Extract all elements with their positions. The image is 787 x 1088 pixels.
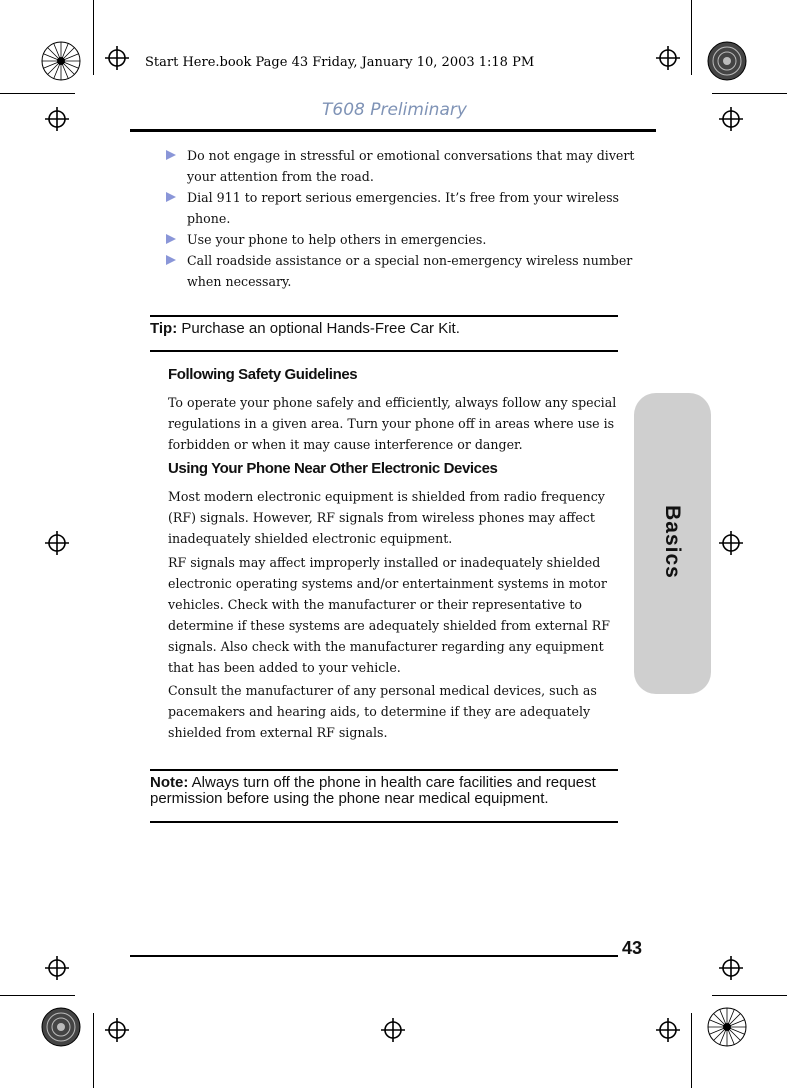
running-title: T608 Preliminary (322, 100, 467, 120)
note-text: Always turn off the phone in health care facilities and request permission before using the phone near medical equipment. (150, 774, 596, 807)
note-callout (150, 775, 630, 807)
registration-starburst-icon (707, 41, 747, 81)
registration-crosshair-icon (45, 107, 69, 131)
page-number: 43 (622, 938, 643, 958)
registration-crosshair-icon (656, 1018, 680, 1042)
list-item (166, 187, 636, 229)
list-item-text: Dial 911 to report serious emergencies. It’s free from your wireless phone. (187, 190, 619, 226)
book-info-header: Start Here.book Page 43 Friday, January 10, 2003 1:18 PM (145, 55, 535, 70)
crop-line (691, 1013, 692, 1088)
registration-crosshair-icon (45, 956, 69, 980)
registration-starburst-icon (41, 1007, 81, 1047)
registration-starburst-icon (707, 1007, 747, 1047)
registration-crosshair-icon (719, 956, 743, 980)
bullet-arrow-icon (166, 150, 176, 160)
crop-line (712, 995, 787, 996)
section-heading: Following Safety Guidelines (168, 366, 358, 383)
list-item-text: Do not engage in stressful or emotional conversations that may divert your attention from the road. (187, 148, 635, 184)
bullet-arrow-icon (166, 192, 176, 202)
registration-crosshair-icon (656, 46, 680, 70)
note-rule-top (150, 769, 618, 771)
note-label: Note: (150, 774, 189, 791)
registration-crosshair-icon (45, 531, 69, 555)
registration-crosshair-icon (105, 46, 129, 70)
list-item-text: Use your phone to help others in emergencies. (187, 232, 487, 247)
note-rule-bottom (150, 821, 618, 823)
crop-line (712, 93, 787, 94)
section-heading: Using Your Phone Near Other Electronic Devices (168, 460, 498, 477)
tip-text: Purchase an optional Hands-Free Car Kit. (181, 320, 460, 337)
section-paragraph: Most modern electronic equipment is shielded from radio frequency (RF) signals. However, RF signals from wireless phones may affect inadequately shielded electronic equipment. (168, 489, 605, 546)
section-paragraph: To operate your phone safely and efficiently, always follow any special regulations in a given area. Turn your phone off in areas where use is forbidden or when it may cause interference or danger. (168, 395, 617, 452)
tip-rule-top (150, 315, 618, 317)
registration-starburst-icon (41, 41, 81, 81)
crop-line (0, 995, 75, 996)
bullet-arrow-icon (166, 234, 176, 244)
crop-line (0, 93, 75, 94)
tip-callout (150, 321, 618, 337)
registration-crosshair-icon (719, 531, 743, 555)
list-item-text: Call roadside assistance or a special non-emergency wireless number when necessary. (187, 253, 633, 289)
bottom-rule (130, 955, 618, 957)
top-rule (130, 129, 656, 132)
crop-line (93, 0, 94, 75)
bullet-arrow-icon (166, 255, 176, 265)
crop-line (691, 0, 692, 75)
list-item (166, 145, 636, 187)
side-tab-label: Basics (661, 505, 684, 579)
registration-crosshair-icon (105, 1018, 129, 1042)
list-item (166, 250, 636, 292)
crop-line (93, 1013, 94, 1088)
section-paragraph: Consult the manufacturer of any personal medical devices, such as pacemakers and hearing aids, to determine if they are adequately shielded from external RF signals. (168, 683, 597, 740)
safety-bullet-list (166, 145, 636, 292)
registration-crosshair-icon (381, 1018, 405, 1042)
tip-label: Tip: (150, 320, 178, 337)
list-item (166, 229, 636, 250)
section-paragraph: RF signals may affect improperly installed or inadequately shielded electronic operating systems and/or entertainment systems in motor vehicles. Check with the manufacturer or their representative to determine if these systems are adequately shielded from external RF signals. Also check with the manufacturer regarding any equipment that has been added to your vehicle. (168, 555, 610, 675)
registration-crosshair-icon (719, 107, 743, 131)
tip-rule-bottom (150, 350, 618, 352)
